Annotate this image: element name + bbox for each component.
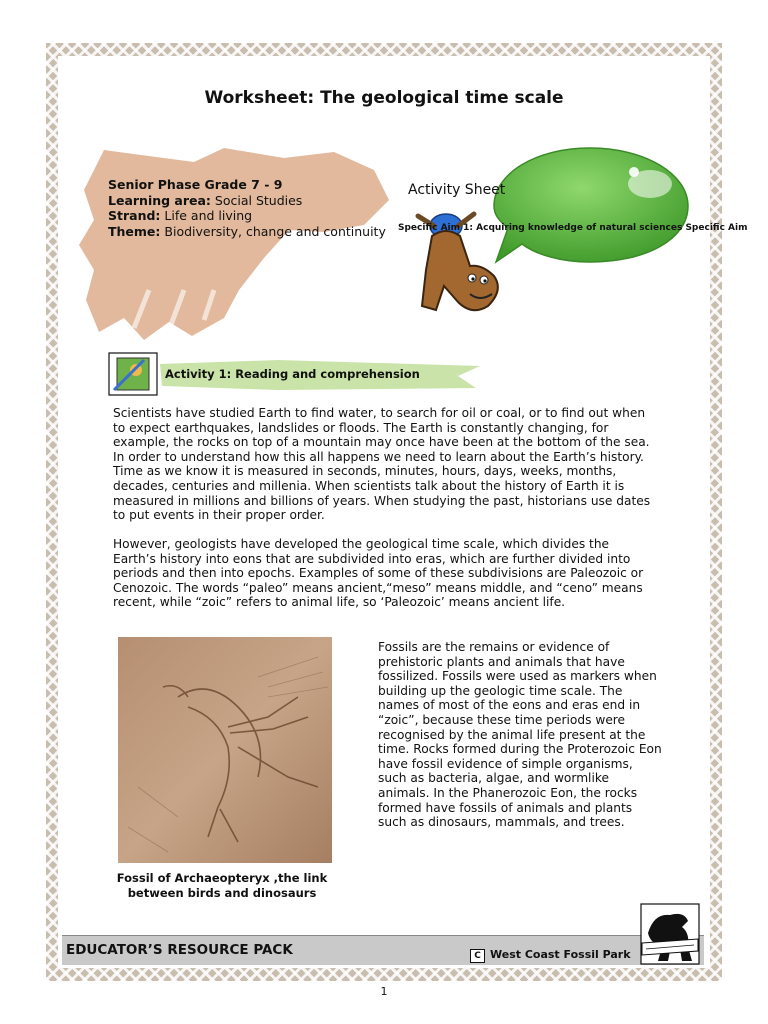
speech-bubble bbox=[490, 144, 695, 269]
paragraph-1: Scientists have studied Earth to find water, to search for oil or coal, or to find out when to expect earthquakes, landslides or floods. The Earth is constantly changing, for example, the rocks on top of a mountain may once have been at the bottom of the sea. In order to understand how this all happens we need to learn about the Earth’s history. Time as we know it is measured in seconds, minutes, hours, days, weeks, months, decades, centuries and millenia. When scientists talk about the history of Earth it is measured in millions and billions of years. When studying the past, historians use dates to put events in their proper order. bbox=[113, 406, 651, 523]
paragraph-2: However, geologists have developed the geological time scale, which divides the Earth’s history into eons that are subdivided into eras, which are further divided into periods and then into epochs. Examples of some of these subdivisions are Paleozoic or Cenozoic. The words “paleo” means ancient,“meso” means middle, and “ceno” means recent, while “zoic” refers to animal life, so ‘Paleozoic’ means ancient life. bbox=[113, 537, 644, 610]
archaeopteryx-fossil-image bbox=[118, 637, 332, 863]
page-title: Worksheet: The geological time scale bbox=[204, 88, 564, 108]
strand-value: Life and living bbox=[164, 208, 253, 223]
fossil-description: Fossils are the remains or evidence of prehistoric plants and animals that have fossilized. Fossils were used as markers when building up the geologic time scale. The names of most of the eons and eras end in “zoic”, because these time periods were recognised by the animal life present at the time. Rocks formed during the Proterozoic Eon have fossil evidence of simple organisms, such as bacteria, algae, and wormlike animals. In the Phanerozoic Eon, the rocks formed have fossils of animals and plants such as dinosaurs, mammals, and trees. bbox=[378, 640, 662, 830]
activity-sheet-label: Activity Sheet bbox=[408, 182, 506, 198]
specific-aim-text: Specific Aim 1: Acquiring knowledge of natural sciences Specific Aim bbox=[398, 223, 748, 233]
copyright-icon: C bbox=[470, 949, 485, 963]
page-number: 1 bbox=[380, 985, 388, 998]
theme-label: Theme: bbox=[108, 223, 161, 239]
activity-icon bbox=[108, 352, 158, 396]
fossil-park-logo bbox=[640, 903, 702, 965]
fossil-caption: Fossil of Archaeopteryx ,the link between birds and dinosaurs bbox=[116, 871, 328, 900]
grade-label: Senior Phase Grade 7 - 9 bbox=[108, 177, 283, 192]
paint-splash-decoration bbox=[74, 140, 404, 345]
learning-area-label: Learning area: bbox=[108, 192, 211, 208]
theme-value: Biodiversity, change and continuity bbox=[164, 223, 386, 239]
learning-area-value: Social Studies bbox=[214, 192, 303, 208]
activity-title: Activity 1: Reading and comprehension bbox=[165, 367, 420, 381]
footer-title: EDUCATOR’S RESOURCE PACK bbox=[66, 942, 293, 958]
strand-label: Strand: bbox=[108, 208, 161, 223]
worksheet-info bbox=[108, 177, 386, 239]
publisher-name: West Coast Fossil Park bbox=[490, 948, 631, 961]
